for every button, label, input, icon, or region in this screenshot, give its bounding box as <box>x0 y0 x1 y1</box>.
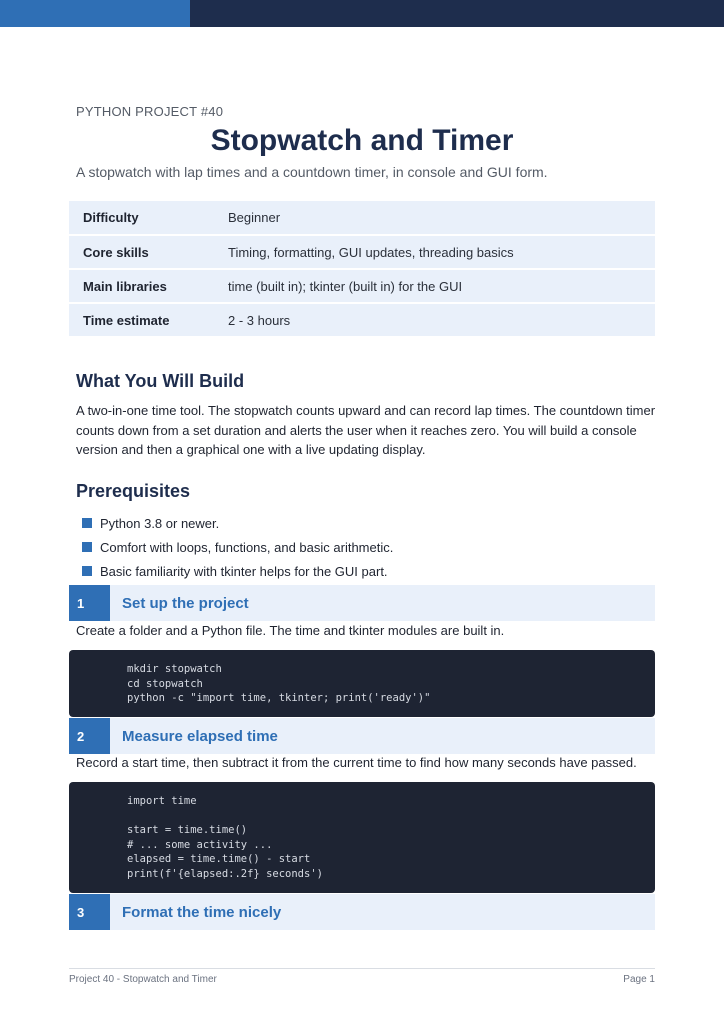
square-bullet-icon <box>82 566 92 576</box>
top-accent-bar <box>0 0 190 27</box>
step-title: Format the time nicely <box>122 903 282 921</box>
code-line: elapsed = time.time() - start <box>127 853 311 865</box>
page-title: Stopwatch and Timer <box>210 124 514 157</box>
code-line: cd stopwatch <box>127 677 203 690</box>
code-line: python -c "import time, tkinter; print('ready')" <box>127 692 431 704</box>
info-value: time (built in); tkinter (built in) for the GUI <box>214 269 655 303</box>
paragraph-line: counts down from a set duration and alerts the user when it reaches zero. You will build a console <box>76 422 637 438</box>
code-line: import time <box>127 795 197 807</box>
list-item <box>82 511 393 535</box>
list-item <box>82 535 393 559</box>
what-you-will-build-paragraph <box>76 401 656 460</box>
code-line: # ... some activity ... <box>127 838 273 851</box>
list-item <box>82 559 393 583</box>
project-info-table <box>69 201 655 338</box>
list-item-text: Basic familiarity with tkinter helps for the GUI part. <box>100 563 388 579</box>
square-bullet-icon <box>82 518 92 528</box>
code-line: start = time.time() <box>127 824 248 836</box>
paragraph-line: version and then a graphical one with a live updating display. <box>76 442 426 457</box>
list-item-text: Python 3.8 or newer. <box>100 515 220 531</box>
table-row <box>69 303 655 337</box>
footer-divider <box>69 968 655 969</box>
top-banner-bar <box>190 0 724 27</box>
project-eyebrow: PYTHON PROJECT #40 <box>76 104 224 119</box>
code-line <box>127 809 655 824</box>
info-label: Main libraries <box>69 269 214 303</box>
step-title: Set up the project <box>122 594 249 612</box>
paragraph-line: A two-in-one time tool. The stopwatch counts upward and can record lap times. The countdown timer <box>76 403 656 418</box>
page-subtitle: A stopwatch with lap times and a countdown timer, in console and GUI form. <box>76 164 548 180</box>
step-header-2 <box>69 718 655 754</box>
info-value: Beginner <box>214 201 655 235</box>
code-line: print(f'{elapsed:.2f} seconds') <box>127 867 323 880</box>
info-label: Time estimate <box>69 303 214 337</box>
code-block-2 <box>69 782 655 893</box>
square-bullet-icon <box>82 542 92 552</box>
footer-page-number: Page 1 <box>623 974 655 985</box>
info-label: Difficulty <box>69 201 214 235</box>
step-header-3 <box>69 894 655 930</box>
step-number-badge: 3 <box>69 894 110 930</box>
info-value: 2 - 3 hours <box>214 303 655 337</box>
step-number-badge: 1 <box>69 585 110 621</box>
section-heading-prerequisites: Prerequisites <box>76 481 191 501</box>
info-value: Timing, formatting, GUI updates, threading basics <box>214 235 655 269</box>
step-description: Create a folder and a Python file. The time and tkinter modules are built in. <box>76 623 505 638</box>
table-row <box>69 235 655 269</box>
section-heading-what-you-will-build: What You Will Build <box>76 371 245 391</box>
step-title: Measure elapsed time <box>122 727 278 745</box>
table-row <box>69 269 655 303</box>
table-row <box>69 201 655 235</box>
list-item-text: Comfort with loops, functions, and basic arithmetic. <box>100 539 394 555</box>
step-number-badge: 2 <box>69 718 110 754</box>
footer-project-label: Project 40 - Stopwatch and Timer <box>69 974 217 985</box>
prerequisites-list <box>82 511 393 583</box>
code-line: mkdir stopwatch <box>127 663 222 675</box>
step-header-1 <box>69 585 655 621</box>
step-description: Record a start time, then subtract it from the current time to find how many seconds have passed. <box>76 755 637 770</box>
info-label: Core skills <box>69 235 214 269</box>
code-block-1 <box>69 650 655 717</box>
